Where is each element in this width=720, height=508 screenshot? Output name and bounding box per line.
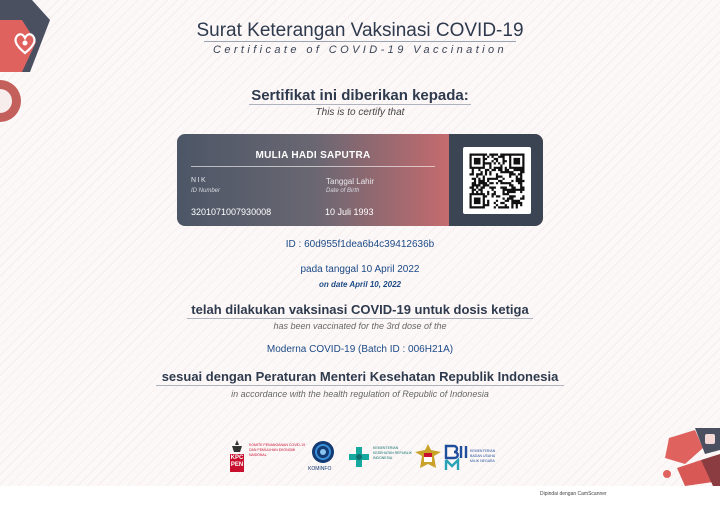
given-to-heading-en: This is to certify that	[315, 107, 405, 118]
nik-sublabel: ID Number	[191, 188, 221, 194]
holder-card	[177, 134, 543, 226]
corner-decoration-bottom-right	[655, 424, 720, 486]
dob-label: Tanggal Lahir	[326, 177, 375, 186]
regulation-statement: sesuai dengan Peraturan Menteri Kesehatan Republik Indonesia	[161, 369, 559, 384]
given-to-heading: Sertifikat ini diberikan kepada:	[251, 87, 469, 104]
kemenkes-logo-icon	[347, 445, 371, 469]
nik-label: NIK	[191, 177, 208, 184]
name-divider	[191, 166, 435, 167]
title-underline	[204, 41, 516, 42]
nik-value: 3201071007930008	[191, 207, 272, 217]
bumn-logo-icon	[444, 444, 468, 472]
certificate-id: ID : 60d955f1dea6b4c39412636b	[285, 239, 435, 250]
kpcpen-text: KOMITE PENANGANAN COVID-19 DAN PEMULIHAN EKONOMI NASIONAL	[249, 443, 306, 457]
dob-value: 10 Juli 1993	[325, 207, 374, 217]
qr-code-icon	[463, 147, 531, 214]
vaccination-date: pada tanggal 10 April 2022	[300, 264, 420, 275]
bumn-text: KEMENTERIAN BADAN USAHA MILIK NEGARA	[470, 449, 496, 463]
regulation-underline	[156, 385, 564, 386]
dob-sublabel: Date of Birth	[326, 188, 360, 194]
vaccination-underline	[187, 318, 533, 319]
certificate-title-en: Certificate of COVID-19 Vaccination	[212, 44, 508, 56]
vaccination-date-en: on date April 10, 2022	[319, 280, 401, 289]
garuda-emblem-icon	[414, 442, 442, 472]
vaccination-statement-en: has been vaccinated for the 3rd dose of the	[273, 321, 447, 331]
regulation-statement-en: in accordance with the health regulation of Republic of Indonesia	[231, 389, 489, 399]
vaccination-statement: telah dilakukan vaksinasi COVID-19 untuk dosis ketiga	[191, 302, 529, 317]
vaccine-brand: Moderna COVID-19 (Batch ID : 006H21A)	[266, 344, 454, 355]
scanner-watermark: Dipindai dengan CamScanner	[540, 491, 607, 497]
certificate-title: Surat Keterangan Vaksinasi COVID-19	[196, 20, 524, 41]
kemenkes-text: KEMENTERIAN KESEHATAN REPUBLIK INDONESIA	[373, 446, 412, 460]
kominfo-logo-icon	[311, 440, 335, 464]
kpcpen-acronym: KPC PEN	[230, 455, 244, 468]
given-to-underline	[249, 104, 471, 105]
kominfo-text: KOMINFO	[308, 466, 332, 472]
holder-name: MULIA HADI SAPUTRA	[255, 150, 371, 161]
